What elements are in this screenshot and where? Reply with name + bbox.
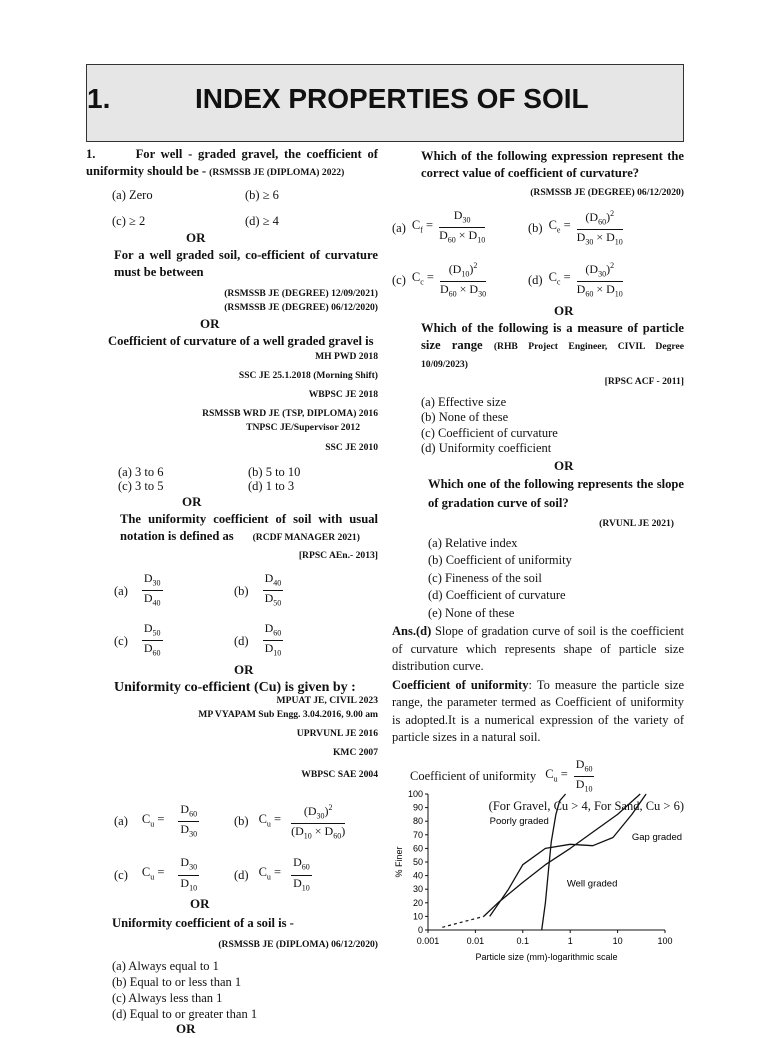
y-tick-label: 100 [407, 789, 423, 799]
question-text: For a well graded soil, co-efficient of curvature must be between [114, 248, 378, 279]
or-separator: OR [200, 316, 220, 331]
annotation-well-graded: Well graded [566, 878, 618, 890]
source-tag: SSC JE 25.1.2018 (Morning Shift) [238, 370, 378, 381]
fraction: $\frac{D_{50}}{D_{60}}$ [143, 620, 161, 658]
fraction: $\frac{D_{40}}{D_{50}}$ [264, 571, 282, 608]
source-tag: WBPSC SAE 2004 [301, 768, 378, 780]
chapter-title: INDEX PROPERTIES OF SOIL [195, 83, 589, 114]
source-tag: [RPSC ACF - 2011] [604, 375, 684, 387]
series-line-poorly-graded [542, 794, 566, 930]
source-tag: RSMSSB WRD JE (TSP, DIPLOMA) 2016 [202, 408, 378, 419]
left-column [86, 146, 378, 1038]
or-separator: OR [186, 230, 206, 245]
x-tick-label: 0.001 [416, 936, 440, 946]
x-tick-label: 0.01 [466, 936, 485, 946]
series-line-well-graded [484, 794, 641, 916]
question-text: Which one of the following represents the slope of gradation curve of soil? [428, 476, 684, 510]
source-tag: TNPSC JE/Supervisor 2012 [246, 422, 360, 433]
annotation-poorly-graded: Poorly graded [489, 815, 549, 827]
x-tick-label: 0.1 [516, 936, 530, 946]
or-separator: OR [554, 302, 574, 318]
fraction: $\frac{D_{30}}{D_{60} \times D_{10}}$ [439, 208, 486, 245]
y-axis-label: % Finer [394, 846, 404, 878]
source-tag: SSC JE 2010 [325, 442, 378, 453]
fraction: $\frac{D_{30}}{D_{10}}$ [180, 855, 198, 893]
source-tag: (RVUNL JE 2021) [599, 517, 674, 529]
y-tick-label: 60 [412, 843, 423, 854]
source-tag: MPUAT JE, CIVIL 2023 [276, 694, 378, 706]
fraction: $\frac{(D_{60})^2}{D_{30} \times D_{10}}$ [577, 206, 623, 250]
question-1: 1. For well - graded gravel, the coefficient of uniformity should be - (RSMSSB JE (DIPLOMA) 2022) [86, 147, 378, 178]
options-list: (a) Relative index (b) Coefficient of uniformity (c) Fineness of the soil (d) Coefficient of curvature (e) None of these [428, 535, 572, 620]
question-text: Uniformity co-efficient (Cu) is given by : [114, 679, 356, 695]
source-tag: (RSMSSB JE (DIPLOMA) 06/12/2020) [218, 939, 378, 951]
definition-paragraph: Coefficient of uniformity: To measure the particle size range, the parameter termed as Coefficient of uniformity is adopted.It is a numerical expression of the variety of particle sizes in a natural soil. [392, 677, 684, 745]
formula-note: (For Gravel, Cu > 4, For Sand, Cu > 6) [488, 799, 684, 814]
options: (a) Zero (b) ≥ 6 [112, 188, 279, 202]
source-tag: UPRVUNL JE 2016 [296, 727, 378, 739]
cc-options: (a) $C_f$ = $\frac{D_{30}}{D_{60} \times D_{10}}$ (b) $C_e$ = $\frac{(D_{60})^2}{D_{30} \times D_{10}}$ [392, 206, 684, 250]
or-separator: OR [234, 661, 254, 677]
fraction-options: (a) $\frac{D_{30}}{D_{40}}$ (b) $\frac{D_{40}}{D_{50}}$ [86, 571, 378, 611]
series-line-gap-graded [490, 794, 646, 916]
fraction: $\frac{D_{60}}{D_{10}}$ [575, 756, 593, 794]
options-list: (a) Effective size (b) None of these (c) Coefficient of curvature (d) Uniformity coefficient [421, 394, 558, 456]
cc-options: (c) $C_c$ = $\frac{(D_{10})^2}{D_{60} \times D_{30}}$ (d) $C_c$ = $\frac{(D_{30})^2}{D_{60} \times D_{10}}$ [392, 258, 684, 302]
fraction: $\frac{D_{60}}{D_{10}}$ [264, 620, 282, 658]
source-tag: KMC 2007 [332, 746, 378, 758]
right-column [392, 146, 684, 814]
source-tag: (RSMSSB JE (DEGREE) 06/12/2020) [530, 187, 684, 198]
y-tick-label: 80 [412, 816, 423, 827]
question-text: Which of the following expression represent the correct value of coefficient of curvature? [421, 149, 684, 180]
source-tag: MP VYAPAM Sub Engg. 3.04.2016, 9.00 am [198, 708, 378, 720]
or-separator: OR [182, 494, 202, 509]
cu-formula: Coefficient of uniformity $C_u$ = $\frac{D_{60}}{D_{10}}$ [392, 757, 684, 797]
y-tick-label: 30 [412, 884, 423, 895]
options: (c) 3 to 5 (d) 1 to 3 [118, 479, 295, 493]
cu-options: (c) $C_u$ = $\frac{D_{30}}{D_{10}}$ (d) $C_u$ = $\frac{D_{60}}{D_{10}}$ [86, 855, 378, 895]
chapter-banner [86, 64, 684, 142]
source-tag: (RSMSSB JE (DEGREE) 06/12/2020) [224, 302, 378, 313]
x-tick-label: 1 [567, 936, 573, 946]
source-tag: (RSMSSB JE (DIPLOMA) 2022) [209, 167, 345, 178]
annotation-gap-graded: Gap graded [631, 832, 683, 844]
fraction-options: (c) $\frac{D_{50}}{D_{60}}$ (d) $\frac{D_{60}}{D_{10}}$ [86, 621, 378, 661]
y-tick-label: 10 [412, 911, 423, 922]
fraction: $\frac{(D_{30})^2}{(D_{10} \times D_{60})}$ [291, 800, 345, 844]
source-tag: WBPSC JE 2018 [308, 389, 378, 400]
question-text: Coefficient of curvature of a well graded gravel is [108, 334, 374, 348]
y-tick-label: 20 [412, 897, 423, 908]
source-tag: (RSMSSB JE (DEGREE) 12/09/2021) [224, 288, 378, 299]
cu-options: (a) $C_u$ = $\frac{D_{60}}{D_{30}}$ (b) $C_u$ = $\frac{(D_{30})^2}{(D_{10} \times D_{60})}$ [86, 800, 378, 844]
source-tag: [RPSC AEn.- 2013] [298, 550, 378, 561]
fraction: $\frac{(D_{10})^2}{D_{60} \times D_{30}}$ [440, 258, 486, 302]
fraction: $\frac{(D_{30})^2}{D_{60} \times D_{10}}$ [577, 258, 623, 302]
x-tick-label: 10 [612, 936, 623, 946]
y-tick-label: 90 [412, 802, 423, 813]
y-tick-label: 70 [412, 829, 423, 840]
dashed-leadin [442, 916, 483, 927]
x-tick-label: 100 [657, 936, 673, 946]
source-tag: MH PWD 2018 [315, 351, 378, 362]
chapter-number: 1. [87, 83, 111, 114]
x-axis-label: Particle size (mm)-logarithmic scale [475, 952, 618, 962]
question-text: Uniformity coefficient of a soil is - [112, 916, 294, 931]
question-text: Which of the following is a measure of particle size range (RHB Project Engineer, CIVIL Degree 10/09/2023) [421, 320, 684, 370]
or-separator: OR [176, 1021, 196, 1037]
options-list: (a) Always equal to 1 (b) Equal to or less than 1 (c) Always less than 1 (d) Equal to or greater than 1 [112, 959, 258, 1022]
options: (c) ≥ 2 (d) ≥ 4 [112, 214, 279, 228]
gradation-chart [390, 788, 690, 968]
answer-paragraph: Ans.(d) Slope of gradation curve of soil is the coefficient of curvature which represents shape of particle size distribution curve. [392, 624, 684, 674]
options: (a) 3 to 6 (b) 5 to 10 [118, 465, 301, 479]
y-tick-label: 40 [412, 870, 423, 881]
y-tick-label: 0 [417, 925, 423, 935]
question-text: The uniformity coefficient of soil with usual notation is defined as (RCDF MANAGER 2021) [120, 512, 378, 543]
y-tick-label: 50 [412, 857, 423, 867]
fraction: $\frac{D_{60}}{D_{10}}$ [293, 855, 310, 893]
or-separator: OR [554, 457, 574, 473]
fraction: $\frac{D_{30}}{D_{40}}$ [143, 571, 161, 608]
fraction: $\frac{D_{60}}{D_{30}}$ [180, 801, 198, 839]
or-separator: OR [190, 896, 210, 912]
